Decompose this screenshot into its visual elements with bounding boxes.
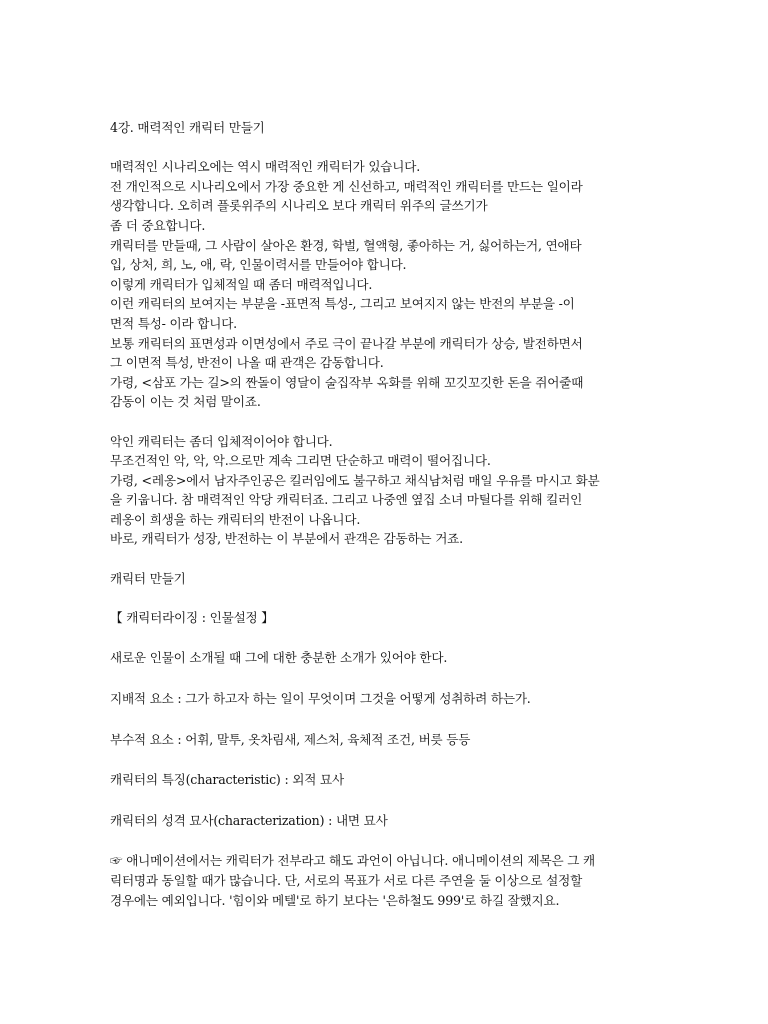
spacer <box>110 627 666 648</box>
paragraph-line: 좀 더 중요합니다. <box>110 217 206 233</box>
paragraph-line: 릭터명과 동일할 때가 많습니다. 단, 서로의 목표가 서로 다른 주연을 둘 이상으로 설정할 <box>110 873 583 888</box>
spacer <box>110 668 666 689</box>
paragraph-line: 악인 캐릭터는 좀더 입체적이어야 합니다. <box>110 433 333 449</box>
paragraph-line: 그 이면적 특성, 반전이 나올 때 관객은 감동합니다. <box>110 355 384 371</box>
dominant-element-line: 지배적 요소 : 그가 하고자 하는 일이 무엇이며 그것을 어떻게 성취하려 하는가. <box>110 691 531 707</box>
intro-line: 새로운 인물이 소개될 때 그에 대한 충분한 소개가 있어야 한다. <box>110 650 448 666</box>
spacer <box>110 790 666 811</box>
paragraph-line: 이렇게 캐릭터가 입체적일 때 좀더 매력적입니다. <box>110 276 373 292</box>
spacer <box>110 830 666 851</box>
paragraph-line: 감동이 이는 것 처럼 말이죠. <box>110 394 261 410</box>
paragraph-line: 면적 특성- 이라 합니다. <box>110 315 237 331</box>
section-attractive-character <box>110 157 666 412</box>
paragraph-line: 을 키웁니다. 참 매력적인 악당 캐릭터죠. 그리고 나중엔 옆집 소녀 마틸다를 위해 킬러인 <box>110 492 583 508</box>
paragraph-line: 입, 상처, 희, 노, 애, 락, 인물이력서를 만들어야 합니다. <box>110 257 407 273</box>
paragraph-line: 가령, <레옹>에서 남자주인공은 킬러임에도 불구하고 채식남처럼 매일 우유를 마시고 화분 <box>110 472 600 488</box>
section-heading: 캐릭터 만들기 <box>110 570 186 586</box>
spacer <box>110 709 666 730</box>
paragraph-line: 보통 캐릭터의 표면성과 이면성에서 주로 극이 끝나갈 부분에 캐릭터가 상승, 발전하면서 <box>110 335 583 351</box>
paragraph-line: 레옹이 희생을 하는 캐릭터의 반전이 나옵니다. <box>110 511 361 527</box>
paragraph-line: 매력적인 시나리오에는 역시 매력적인 캐릭터가 있습니다. <box>110 159 420 175</box>
spacer <box>110 412 666 432</box>
paragraph-line: 가령, <삼포 가는 길>의 짠돌이 영달이 술집작부 옥화를 위해 꼬깃꼬깃한 돈을 쥐어줄때 <box>110 374 584 390</box>
characterization-line: 캐릭터의 성격 묘사(characterization) : 내면 묘사 <box>110 812 388 828</box>
section-villain-character <box>110 432 666 550</box>
auxiliary-element-line: 부수적 요소 : 어휘, 말투, 옷차림새, 제스처, 육체적 조건, 버릇 등등 <box>110 731 471 747</box>
spacer <box>110 588 666 608</box>
document-page <box>110 118 666 910</box>
note-paragraph <box>110 851 666 910</box>
characteristic-line: 캐릭터의 특징(characteristic) : 외적 묘사 <box>110 772 344 788</box>
paragraph-line: 경우에는 예외입니다. '힘이와 메텔'로 하기 보다는 '은하철도 999'로 하길 잘했지요. <box>110 892 560 908</box>
bracket-heading: 【 캐릭터라이징 : 인물설정 】 <box>110 609 274 625</box>
spacer <box>110 749 666 770</box>
paragraph-line: 전 개인적으로 시나리오에서 가장 중요한 게 신선하고, 매력적인 캐릭터를 만드는 일이라 <box>110 178 583 194</box>
paragraph-line: 캐릭터를 만들때, 그 사람이 살아온 환경, 학벌, 혈액형, 좋아하는 거, 싫어하는거, 연애타 <box>110 237 582 253</box>
spacer <box>110 549 666 569</box>
paragraph-line: 무조건적인 악, 악, 악.으로만 계속 그리면 단순하고 매력이 떨어집니다. <box>110 453 491 469</box>
paragraph-line: ☞ 애니메이션에서는 캐릭터가 전부라고 해도 과언이 아닙니다. 애니메이션의 제목은 그 캐 <box>110 853 595 869</box>
paragraph-line: 바로, 캐릭터가 성장, 반전하는 이 부분에서 관객은 감동하는 거죠. <box>110 531 463 547</box>
paragraph-line: 생각합니다. 오히려 플롯위주의 시나리오 보다 캐릭터 위주의 글쓰기가 <box>110 198 488 214</box>
paragraph-line: 이런 캐릭터의 보여지는 부분을 -표면적 특성-, 그리고 보여지지 않는 반전의 부분을 -이 <box>110 296 575 312</box>
page-title: 4강. 매력적인 캐릭터 만들기 <box>110 120 265 135</box>
